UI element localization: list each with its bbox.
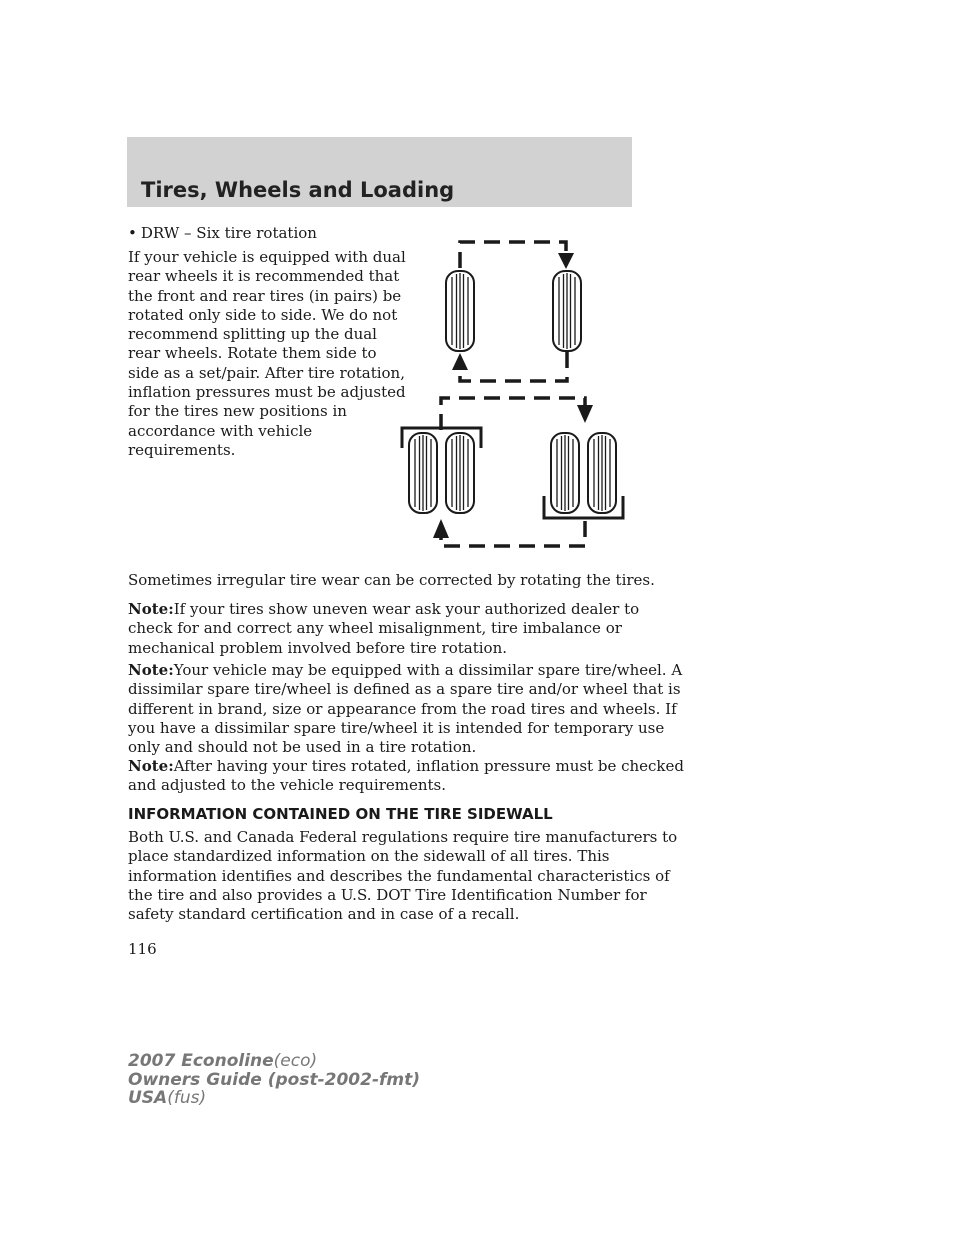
- document-footer: [128, 1052, 420, 1108]
- front-rotation-path: [460, 242, 567, 381]
- page-number: 116: [128, 940, 157, 958]
- sidewall-line: Both U.S. and Canada Federal regulations require tire manufacturers to: [128, 828, 678, 846]
- rear-right-outer-tire: [588, 433, 616, 513]
- bullet-mark: •: [128, 224, 137, 242]
- sidewall-paragraph: [128, 828, 677, 924]
- note-text: dissimilar spare tire/wheel is defined as a spare tire and/or wheel that is: [128, 680, 681, 699]
- footer-model: 2007 Econoline: [128, 1051, 274, 1071]
- note-text: you have a dissimilar spare tire/wheel it is intended for temporary use: [128, 718, 665, 737]
- footer-guide: Owners Guide (post-2002-fmt): [128, 1069, 421, 1090]
- note-text: check for and correct any wheel misalignment, tire imbalance or: [128, 619, 622, 638]
- intro-line: accordance with vehicle: [128, 421, 313, 440]
- intro-line: side as a set/pair. After tire rotation,: [128, 363, 405, 382]
- intro-line: rear wheels. Rotate them side to: [128, 344, 377, 363]
- footer-code: (eco): [273, 1051, 318, 1071]
- front-right-tire: [553, 271, 581, 351]
- page-title: Tires, Wheels and Loading: [141, 178, 455, 202]
- note-label: Note:: [128, 600, 174, 618]
- note-label: Note:: [128, 757, 174, 775]
- bullet-text: DRW – Six tire rotation: [140, 224, 317, 242]
- footer-region: USA: [128, 1088, 168, 1108]
- intro-line: rear wheels it is recommended that: [128, 267, 400, 286]
- arrow-up-icon: [452, 353, 468, 370]
- note-text: and adjusted to the vehicle requirements.: [128, 776, 447, 795]
- note-text: If your tires show uneven wear ask your authorized dealer to: [173, 600, 640, 618]
- note-text: After having your tires rotated, inflation pressure must be checked: [173, 757, 685, 775]
- note-3: [128, 757, 684, 796]
- note-text: mechanical problem involved before tire rotation.: [128, 638, 507, 657]
- arrow-up-icon: [433, 519, 449, 538]
- intro-paragraph: [128, 248, 406, 460]
- sidewall-line: safety standard certification and in case of a recall.: [128, 905, 520, 924]
- front-left-tire: [446, 271, 474, 351]
- note-2: [128, 661, 682, 757]
- intro-line: If your vehicle is equipped with dual: [128, 248, 406, 266]
- note-1: [128, 600, 639, 658]
- intro-line: for the tires new positions in: [128, 402, 347, 421]
- section-heading: INFORMATION CONTAINED ON THE TIRE SIDEWALL: [128, 805, 553, 823]
- arrow-down-icon: [577, 405, 593, 423]
- body-paragraph: Sometimes irregular tire wear can be corrected by rotating the tires.: [128, 571, 655, 589]
- rear-left-outer-tire: [409, 433, 437, 513]
- note-text: Your vehicle may be equipped with a dissimilar spare tire/wheel. A: [173, 661, 683, 679]
- rear-right-inner-tire: [551, 433, 579, 513]
- intro-line: recommend splitting up the dual: [128, 325, 377, 344]
- sidewall-line: place standardized information on the sidewall of all tires. This: [128, 847, 610, 866]
- note-text: only and should not be used in a tire rotation.: [128, 738, 477, 757]
- note-text: different in brand, size or appearance from the road tires and wheels. If: [128, 699, 677, 718]
- intro-line: inflation pressures must be adjusted: [128, 383, 406, 402]
- tire-rotation-diagram-icon: [390, 230, 640, 555]
- sidewall-line: the tire and also provides a U.S. DOT Tire Identification Number for: [128, 885, 647, 904]
- sidewall-line: information identifies and describes the fundamental characteristics of: [128, 866, 670, 885]
- rear-left-inner-tire: [446, 433, 474, 513]
- note-label: Note:: [128, 661, 174, 679]
- intro-line: rotated only side to side. We do not: [128, 305, 398, 324]
- bullet-item: [128, 224, 317, 243]
- arrow-down-icon: [558, 253, 574, 269]
- intro-line: requirements.: [128, 440, 236, 459]
- intro-line: the front and rear tires (in pairs) be: [128, 286, 402, 305]
- footer-code: (fus): [167, 1088, 207, 1108]
